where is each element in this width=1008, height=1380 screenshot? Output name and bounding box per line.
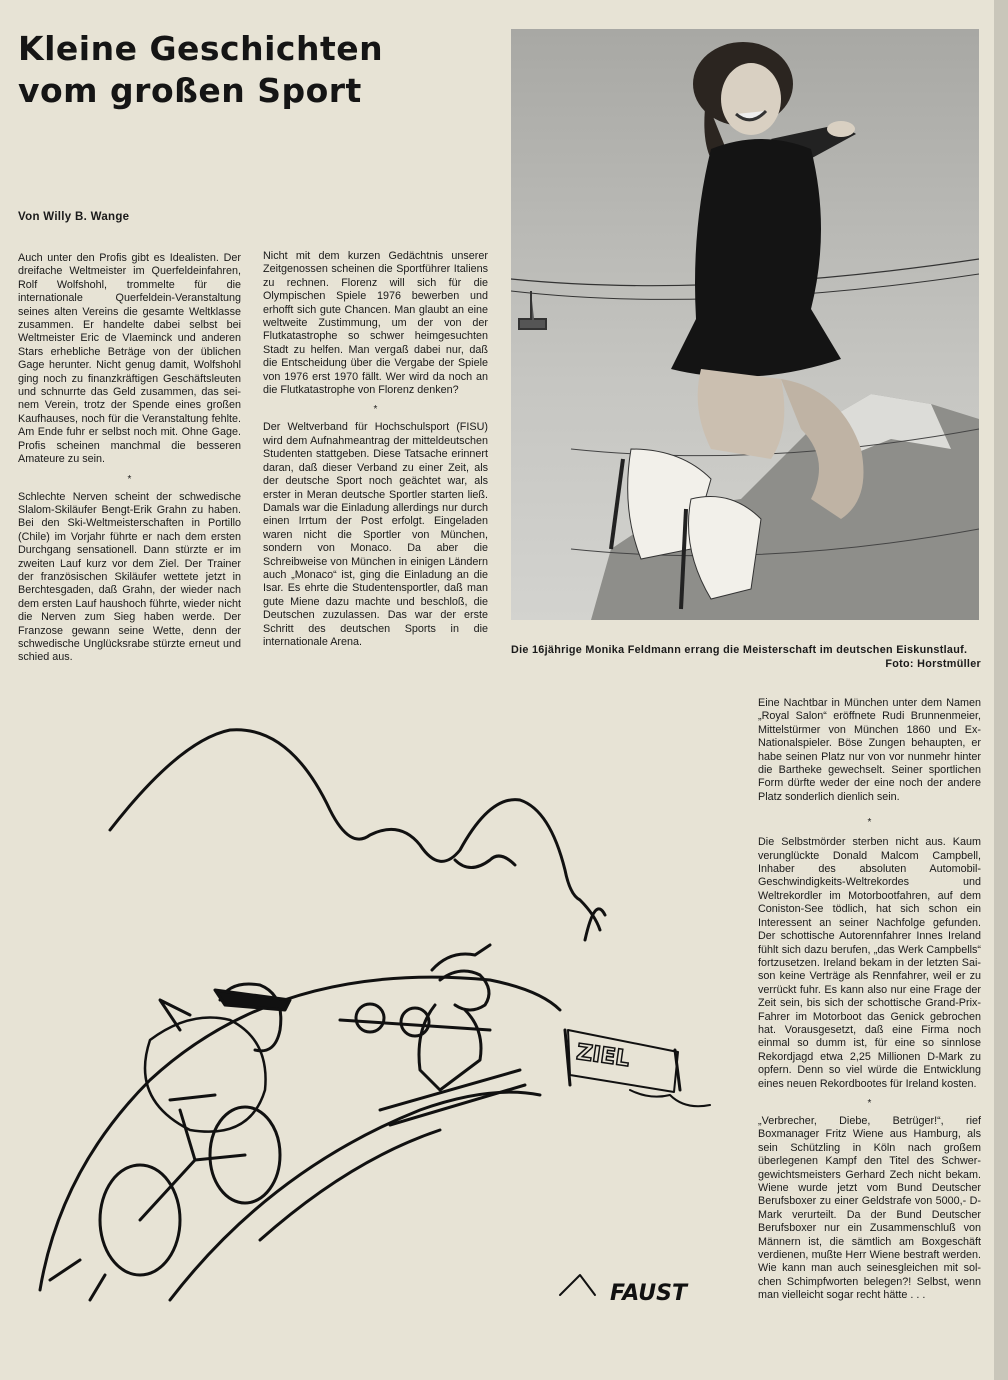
paragraph-florenz: Nicht mit dem kurzen Gedächtnis unserer Zeitgenossen scheinen die Sportführer Italiens zu rechnen. Florenz will sich für die Olympischen Spiele 1976 bewerben und erhofft sich gute Chancen. Man glaubt an eine weltweite Zustimmung, um der von der Flutkatastrophe so schwer heimgesuchten Stadt zu helfen. Man vergaß dabei nur, daß die Entscheidung über die Vergabe der Spiele von 1976 erst 1970 fällt. Wer wird da noch an die Flutkatastrophe von Florenz denken?: [263, 250, 488, 397]
ski-left: [380, 1070, 520, 1110]
separator-star: *: [127, 473, 132, 485]
figure-skater-image: [511, 29, 979, 620]
mountain-outline: [110, 730, 600, 930]
finish-sign-text: ZIEL: [574, 1040, 632, 1073]
article-title: [18, 28, 383, 112]
column-middle: [263, 250, 488, 649]
cartoon-illustration: [20, 700, 720, 1340]
cyclist-body: [145, 1018, 266, 1132]
skater-photo: [511, 29, 979, 620]
separator-star: *: [867, 1097, 872, 1109]
separator-star: *: [867, 817, 872, 829]
paragraph-brunnenmeier: Eine Nachtbar in München unter dem Namen „Royal Salon“ eröffnete Rudi Brunnenmeier, Mittelstürmer von München 1860 und Ex-Nationalspieler. Böse Zungen behaupten, er habe seinen Platz nur von vor nunmehr hinter die Bartheke gewechselt. Seiner sportlichen Form dürfte weder der eine noch der andere Platz sonderlich dienlich sein.: [758, 697, 981, 803]
skier-hat: [432, 945, 490, 970]
column-right: [758, 697, 981, 1303]
paragraph-fisu: Der Weltverband für Hochschulsport (FISU) wird dem Aufnahmeantrag der mitteldeutschen Studenten stattgeben. Diese Tatsache erinnert daran, daß dieser Verband zu einer Zeit, als der deutsche Sport noch geächtet war, als erster in Meran deutsche Sportler starten ließ. Damals war die Einladung allerdings nur durch einen Irrtum der Post erfolgt. Eingeladen waren nicht die Sportler von München, sondern von Monaco. Da aber die Schreibweise von München in einigen Ländern auch „Monaco“ ist, ging die Einladung an die Isar. Es ehrte die Studentensportler, daß man gute Miene dazu machte und beschloß, die Deutschen zuzulassen. Das war der erste Schritt des deutschen Sports in die internationale Arena.: [263, 421, 488, 648]
ski-pole-basket: [356, 1004, 384, 1032]
paragraph-wiene: „Verbrecher, Diebe, Betrüger!“, rief Boxmanager Fritz Wiene aus Hamburg, als sein Schützling in Köln nach großem überlegenen Kampf den Titel des Schwergewichtsmeisters Gerhard Zech nicht bekam. Wiene wurde jetzt vom Bund Deutscher Berufsboxer zu einer Geldstrafe von 5000,- D-Mark verurteilt. Da der Bund Deutscher Berufsboxer nur ein Zusammenschluß von Männern ist, die sämtlich am Boxgeschäft verdienen, mußte Herr Wiene bestraft werden. Wie kann man auch seinesgleichen mit solchen Schimpfworten belegen?! Selbst, wenn man vielleicht sogar recht hätte . . .: [758, 1114, 981, 1302]
cyclist-cap: [215, 990, 290, 1010]
title-line-2: vom großen Sport: [18, 71, 362, 110]
caption-text: Die 16jährige Monika Feldmann errang die Meisterschaft im deutschen Eiskunstlauf.: [511, 644, 968, 656]
cartoonist-signature: FAUST: [610, 1281, 687, 1306]
paragraph-grahn: Schlechte Nerven scheint der schwedische Slalom-Skiläufer Bengt-Erik Grahn zu haben. Bei den Ski-Weltmeisterschaften in Portillo (Chile) im Vorjahr führte er nach dem ersten Durchgang sensationell. Dann stürzte er im zweiten Lauf kurz vor dem Ziel. Der Trainer der französischen Skiläufer wettete jetzt in Berchtesgaden, daß Grahn, der wieder nach dem ersten Lauf haushoch führte, wieder nicht die Nerven zum Sieg haben werde. Der Franzose gewann seine Wette, denn der schwedische Unglücksrabe stürzte erneut und schied aus.: [18, 490, 241, 664]
title-line-1: Kleine Geschichten: [18, 29, 384, 68]
column-left: [18, 252, 241, 665]
ski-right: [390, 1085, 525, 1125]
byline: Von Willy B. Wange: [18, 211, 130, 223]
slope-line: [40, 977, 560, 1290]
page-edge-strip: [994, 0, 1008, 1380]
photo-caption: [511, 643, 981, 670]
paragraph-wolfshohl: Auch unter den Profis gibt es Idealisten. Der dreifache Weltmeister im Querfeldeinfahren, Rolf Wolfshohl, trommelte für die internationale Querfeldein-Veranstaltung seines alten Vereins die gesamte Weltklasse zusammen. Er handelte dabei selbst bei Weltmeister Eric de Vlaeminck und anderen Stars erhebliche Beträge von der üblichen Gage herunter. Nicht genug damit, Wolfshohl ging noch zu finanzkräftigen Geschäftsleuten und schnurrte das Geld zusammen, das seinem Verein, trotz der Spende eines großen Kaufhauses, noch für die Veranstaltung fehlte. Am Ende fuhr er selbst noch mit. Ohne Gage. Profis scheinen manchmal die besseren Amateure zu sein.: [18, 252, 241, 466]
paragraph-campbell: Die Selbstmörder sterben nicht aus. Kaum verunglückte Donald Malcom Campbell, Inhaber des absoluten Automobil-Geschwindigkeits-Weltrekordes und Weltrekordler im Motorbootfahren, auf dem Coniston-See tödlich, hat sich schon ein Interessent an seiner Nachfolge gefunden. Der schottische Autorennfahrer Innes Ireland fühlt sich dazu berufen, „das Werk Campbells“ fortzusetzen. Ireland bekam in der letzten Saison keine Verträge als Rennfahrer, weil er zu verrückt fuhr. Es kann also nur eine Frage der Zeit sein, bis sich der schottische Grand-Prix-Fahrer im Motorboot das Genick gebrochen hat. Vorausgesetzt, daß eine Firma noch einmal so dumm ist, für eine so sinnlose Rekordjagd etwa 2,25 Millionen D-Mark zu opfern. Denn so viel würde die Entwicklung eines neuen Rekordbootes für Ireland kosten.: [758, 836, 981, 1090]
photo-credit: Foto: Horstmüller: [885, 658, 981, 670]
separator-star: *: [373, 404, 378, 416]
